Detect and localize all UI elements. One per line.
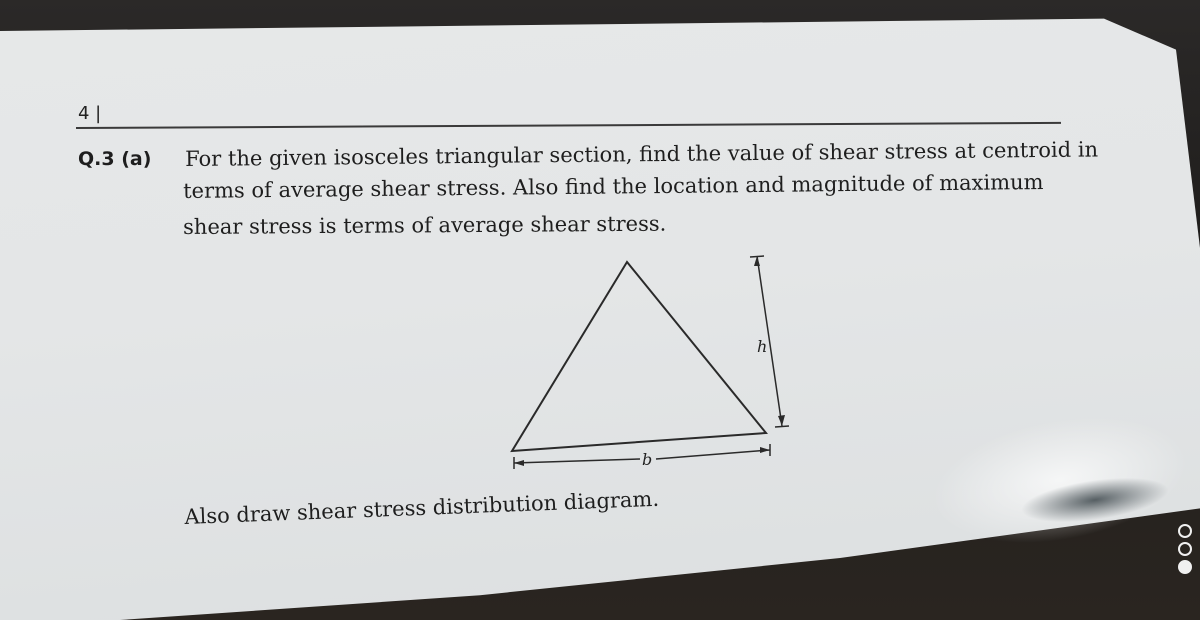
height-bottom-tick xyxy=(775,426,789,427)
question-label: Q.3 (a) xyxy=(78,148,152,170)
base-arrow-right xyxy=(760,447,770,453)
height-label: h xyxy=(757,337,768,356)
height-arrow-bottom xyxy=(778,415,785,426)
question-line-2: terms of average shear stress. Also find the location and magnitude of maximum xyxy=(183,169,1044,203)
question-line-3: shear stress is terms of average shear stress. xyxy=(183,211,667,239)
base-dimension-line-left xyxy=(514,459,640,463)
page-dot-3-active[interactable] xyxy=(1178,560,1192,574)
base-dimension-line-right xyxy=(656,450,770,459)
question-line-1: For the given isosceles triangular section, find the value of shear stress at centroid in xyxy=(185,137,1099,171)
base-label: b xyxy=(642,450,653,469)
base-arrow-left xyxy=(514,460,524,466)
page-dot-1[interactable] xyxy=(1178,524,1192,538)
height-arrow-top xyxy=(754,256,760,266)
page-number: 4 | xyxy=(78,103,102,124)
footer-instruction: Also draw shear stress distribution diagram. xyxy=(184,486,660,529)
page-dot-2[interactable] xyxy=(1178,542,1192,556)
page-indicator[interactable] xyxy=(1178,520,1200,578)
triangle-shape xyxy=(512,262,766,451)
